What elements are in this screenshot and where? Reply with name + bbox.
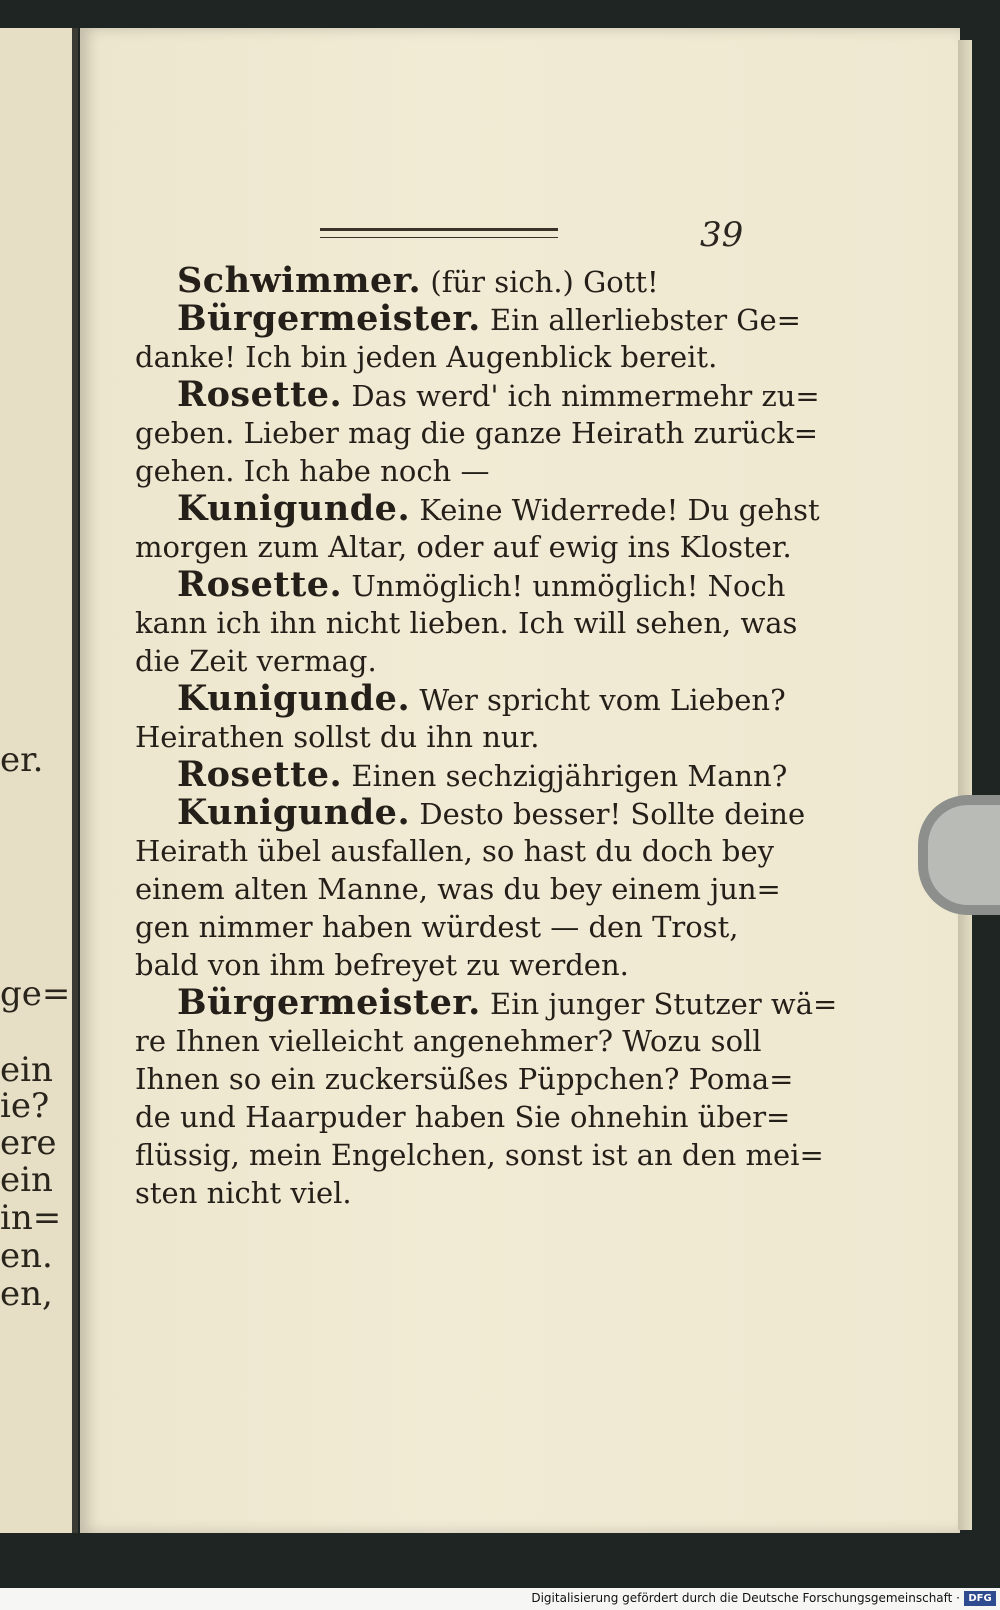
line-text: morgen zum Altar, oder auf ewig ins Kloster. bbox=[135, 530, 792, 564]
line-text: Ein junger Stutzer wä= bbox=[480, 987, 838, 1021]
text-line bbox=[135, 870, 781, 908]
speaker-name: Bürgermeister. bbox=[177, 298, 481, 339]
text-line bbox=[135, 678, 786, 719]
text-line bbox=[135, 718, 750, 756]
text-line bbox=[135, 1136, 824, 1174]
left-page bbox=[0, 28, 78, 1533]
text-line bbox=[135, 982, 838, 1023]
line-text: (für sich.) Gott! bbox=[421, 265, 659, 299]
line-text: Wer spricht vom Lieben? bbox=[410, 683, 786, 717]
speaker-name: Kunigunde. bbox=[177, 678, 411, 719]
speaker-name: Bürgermeister. bbox=[177, 982, 481, 1023]
left-page-fragment: ie? bbox=[0, 1086, 50, 1126]
speaker-name: Rosette. bbox=[177, 754, 343, 795]
line-text: Desto besser! Sollte deine bbox=[410, 797, 806, 831]
left-page-fragment: er. bbox=[0, 740, 44, 780]
text-line bbox=[135, 338, 750, 376]
line-text: Heirathen sollst du ihn nur. bbox=[135, 720, 540, 754]
line-text: sten nicht viel. bbox=[135, 1176, 352, 1210]
left-page-fragment: en. bbox=[0, 1236, 53, 1276]
line-text: de und Haarpuder haben Sie ohnehin über= bbox=[135, 1100, 791, 1134]
line-text: Heirath übel ausfallen, so hast du doch bey bbox=[135, 834, 775, 868]
header-rule bbox=[320, 228, 558, 238]
line-text: Unmöglich! unmöglich! Noch bbox=[342, 569, 786, 603]
speaker-name: Rosette. bbox=[177, 564, 343, 605]
page-edge bbox=[958, 40, 972, 1530]
line-text: geben. Lieber mag die ganze Heirath zurück= bbox=[135, 416, 819, 450]
line-text: einem alten Manne, was du bey einem jun= bbox=[135, 872, 781, 906]
line-text: re Ihnen vielleicht angenehmer? Wozu soll bbox=[135, 1024, 762, 1058]
text-line bbox=[135, 642, 750, 680]
text-line bbox=[135, 604, 798, 642]
line-text: kann ich ihn nicht lieben. Ich will sehen, was bbox=[135, 606, 798, 640]
line-text: gen nimmer haben würdest — den Trost, bbox=[135, 910, 739, 944]
text-line bbox=[135, 1098, 791, 1136]
line-text: Das werd' ich nimmermehr zu= bbox=[342, 379, 820, 413]
left-page-fragment: in= bbox=[0, 1198, 62, 1238]
line-text: Ihnen so ein zuckersüßes Püppchen? Poma= bbox=[135, 1062, 794, 1096]
text-line bbox=[135, 298, 801, 339]
text-line bbox=[135, 908, 750, 946]
speaker-name: Kunigunde. bbox=[177, 488, 411, 529]
left-page-fragment: ere bbox=[0, 1123, 57, 1163]
funding-notice: Digitalisierung gefördert durch die Deutsche Forschungsgemeinschaft · bbox=[531, 1591, 960, 1605]
text-line bbox=[135, 946, 750, 984]
text-line bbox=[135, 262, 750, 300]
play-text bbox=[135, 260, 838, 1212]
book-clip bbox=[918, 795, 1000, 915]
line-text: Keine Widerrede! Du gehst bbox=[410, 493, 820, 527]
speaker-name: Kunigunde. bbox=[177, 792, 411, 833]
line-text: danke! Ich bin jeden Augenblick bereit. bbox=[135, 340, 718, 374]
line-text: flüssig, mein Engelchen, sonst ist an den mei= bbox=[135, 1138, 824, 1172]
text-line bbox=[135, 488, 820, 529]
dfg-logo: DFG bbox=[964, 1591, 996, 1606]
text-line bbox=[135, 832, 775, 870]
text-line bbox=[135, 1060, 794, 1098]
line-text: bald von ihm befreyet zu werden. bbox=[135, 948, 629, 982]
left-page-fragment: ein bbox=[0, 1160, 53, 1200]
text-line bbox=[135, 1174, 750, 1212]
speaker-name: Schwimmer. bbox=[177, 260, 422, 301]
line-text: die Zeit vermag. bbox=[135, 644, 377, 678]
text-line bbox=[135, 414, 819, 452]
left-page-fragment: en, bbox=[0, 1274, 53, 1314]
text-line bbox=[135, 452, 750, 490]
left-page-fragment: ge= bbox=[0, 974, 71, 1014]
text-line bbox=[135, 564, 786, 605]
text-line bbox=[135, 528, 792, 566]
text-line bbox=[135, 754, 788, 795]
line-text: gehen. Ich habe noch — bbox=[135, 454, 490, 488]
text-line bbox=[135, 792, 806, 833]
line-text: Ein allerliebster Ge= bbox=[480, 303, 801, 337]
left-page-fragment: ein bbox=[0, 1050, 53, 1090]
page-number: 39 bbox=[700, 215, 744, 255]
speaker-name: Rosette. bbox=[177, 374, 343, 415]
line-text: Einen sechzigjährigen Mann? bbox=[342, 759, 788, 793]
text-line bbox=[135, 374, 820, 415]
text-line bbox=[135, 1022, 762, 1060]
